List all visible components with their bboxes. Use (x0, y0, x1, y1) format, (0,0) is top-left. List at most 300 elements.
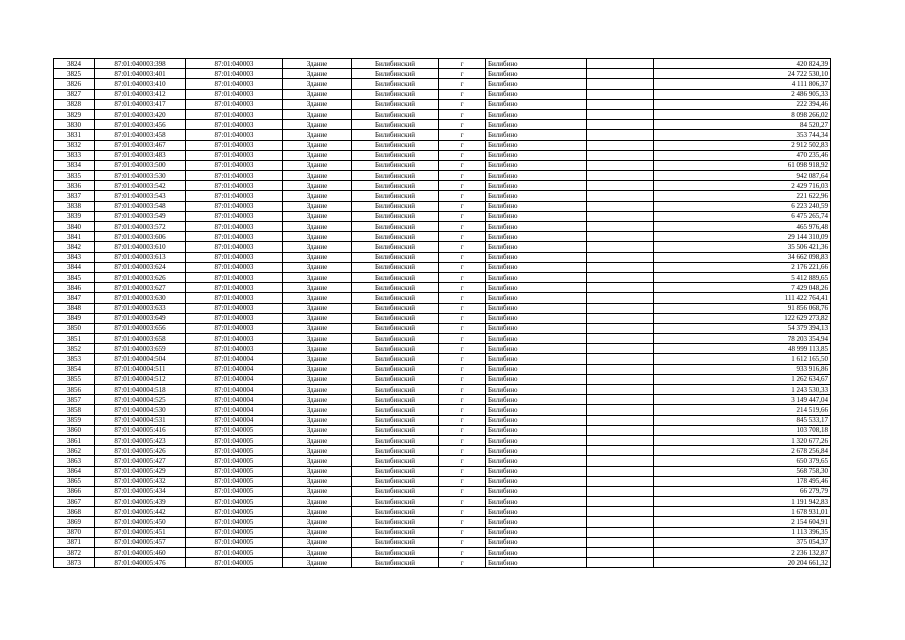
cadastral-value-cell: 1 612 165,50 (654, 354, 831, 364)
cadastral-number-cell: 87:01:040003:542 (95, 181, 186, 191)
locality-type-cell: г (439, 374, 486, 384)
cadastral-number-cell: 87:01:040004:530 (95, 405, 186, 415)
cadastral-number-cell: 87:01:040005:416 (95, 425, 186, 435)
locality-cell: Билибино (486, 211, 587, 221)
row-number-cell: 3827 (54, 89, 95, 99)
table-row (54, 150, 831, 160)
cadastral-number-cell: 87:01:040003:630 (95, 293, 186, 303)
cadastral-value-cell: 933 916,86 (654, 364, 831, 374)
object-type-cell: Здание (283, 283, 352, 293)
empty-cell (587, 130, 654, 140)
cadastral-block-cell: 87:01:040003 (186, 242, 283, 252)
table-row (54, 252, 831, 262)
locality-type-cell: г (439, 313, 486, 323)
locality-cell: Билибино (486, 415, 587, 425)
cadastral-block-cell: 87:01:040005 (186, 425, 283, 435)
empty-cell (587, 191, 654, 201)
locality-cell: Билибино (486, 374, 587, 384)
table-row (54, 354, 831, 364)
table-row (54, 517, 831, 527)
locality-type-cell: г (439, 160, 486, 170)
district-cell: Билибинский (352, 507, 439, 517)
district-cell: Билибинский (352, 558, 439, 568)
cadastral-value-cell: 7 429 048,26 (654, 283, 831, 293)
table-row (54, 497, 831, 507)
empty-cell (587, 69, 654, 79)
row-number-cell: 3869 (54, 517, 95, 527)
locality-type-cell: г (439, 415, 486, 425)
cadastral-value-cell: 222 394,46 (654, 99, 831, 109)
locality-cell: Билибино (486, 507, 587, 517)
empty-cell (587, 89, 654, 99)
cadastral-number-cell: 87:01:040003:543 (95, 191, 186, 201)
object-type-cell: Здание (283, 527, 352, 537)
cadastral-block-cell: 87:01:040003 (186, 59, 283, 69)
empty-cell (587, 354, 654, 364)
locality-cell: Билибино (486, 201, 587, 211)
locality-cell: Билибино (486, 252, 587, 262)
empty-cell (587, 79, 654, 89)
empty-cell (587, 283, 654, 293)
cadastral-block-cell: 87:01:040003 (186, 344, 283, 354)
cadastral-value-cell: 2 176 221,66 (654, 262, 831, 272)
locality-cell: Билибино (486, 109, 587, 119)
row-number-cell: 3865 (54, 476, 95, 486)
district-cell: Билибинский (352, 130, 439, 140)
cadastral-number-cell: 87:01:040003:610 (95, 242, 186, 252)
locality-cell: Билибино (486, 344, 587, 354)
empty-cell (587, 181, 654, 191)
object-type-cell: Здание (283, 476, 352, 486)
locality-cell: Билибино (486, 385, 587, 395)
object-type-cell: Здание (283, 69, 352, 79)
row-number-cell: 3833 (54, 150, 95, 160)
row-number-cell: 3866 (54, 486, 95, 496)
table-row (54, 69, 831, 79)
locality-cell: Билибино (486, 120, 587, 130)
cadastral-value-cell: 214 519,66 (654, 405, 831, 415)
table-row (54, 59, 831, 69)
cadastral-number-cell: 87:01:040003:626 (95, 272, 186, 282)
cadastral-number-cell: 87:01:040005:451 (95, 527, 186, 537)
object-type-cell: Здание (283, 262, 352, 272)
locality-type-cell: г (439, 59, 486, 69)
locality-cell: Билибино (486, 89, 587, 99)
object-type-cell: Здание (283, 89, 352, 99)
cadastral-value-cell: 2 912 502,83 (654, 140, 831, 150)
row-number-cell: 3861 (54, 435, 95, 445)
table-row (54, 191, 831, 201)
locality-cell: Билибино (486, 466, 587, 476)
empty-cell (587, 548, 654, 558)
cadastral-number-cell: 87:01:040005:450 (95, 517, 186, 527)
district-cell: Билибинский (352, 262, 439, 272)
row-number-cell: 3837 (54, 191, 95, 201)
object-type-cell: Здание (283, 150, 352, 160)
cadastral-value-cell: 54 379 394,13 (654, 323, 831, 333)
cadastral-value-cell: 2 486 905,33 (654, 89, 831, 99)
locality-cell: Билибино (486, 364, 587, 374)
object-type-cell: Здание (283, 364, 352, 374)
cadastral-value-cell: 66 279,79 (654, 486, 831, 496)
locality-type-cell: г (439, 548, 486, 558)
district-cell: Билибинский (352, 140, 439, 150)
cadastral-number-cell: 87:01:040005:457 (95, 537, 186, 547)
district-cell: Билибинский (352, 548, 439, 558)
district-cell: Билибинский (352, 171, 439, 181)
cadastral-block-cell: 87:01:040005 (186, 456, 283, 466)
empty-cell (587, 425, 654, 435)
row-number-cell: 3824 (54, 59, 95, 69)
row-number-cell: 3851 (54, 334, 95, 344)
cadastral-number-cell: 87:01:040004:511 (95, 364, 186, 374)
cadastral-block-cell: 87:01:040004 (186, 374, 283, 384)
district-cell: Билибинский (352, 527, 439, 537)
empty-cell (587, 99, 654, 109)
table-row (54, 456, 831, 466)
row-number-cell: 3840 (54, 222, 95, 232)
empty-cell (587, 507, 654, 517)
row-number-cell: 3849 (54, 313, 95, 323)
locality-cell: Билибино (486, 140, 587, 150)
empty-cell (587, 120, 654, 130)
district-cell: Билибинский (352, 79, 439, 89)
locality-cell: Билибино (486, 232, 587, 242)
cadastral-value-cell: 20 204 661,32 (654, 558, 831, 568)
cadastral-number-cell: 87:01:040003:410 (95, 79, 186, 89)
locality-cell: Билибино (486, 191, 587, 201)
table-row (54, 201, 831, 211)
cadastral-value-cell: 178 495,46 (654, 476, 831, 486)
locality-type-cell: г (439, 344, 486, 354)
table-row (54, 171, 831, 181)
object-type-cell: Здание (283, 222, 352, 232)
cadastral-block-cell: 87:01:040003 (186, 140, 283, 150)
empty-cell (587, 517, 654, 527)
locality-type-cell: г (439, 303, 486, 313)
district-cell: Билибинский (352, 385, 439, 395)
locality-type-cell: г (439, 252, 486, 262)
cadastral-value-cell: 5 412 889,65 (654, 272, 831, 282)
locality-type-cell: г (439, 517, 486, 527)
object-type-cell: Здание (283, 313, 352, 323)
locality-type-cell: г (439, 323, 486, 333)
row-number-cell: 3858 (54, 405, 95, 415)
locality-cell: Билибино (486, 313, 587, 323)
empty-cell (587, 222, 654, 232)
locality-cell: Билибино (486, 160, 587, 170)
locality-type-cell: г (439, 354, 486, 364)
district-cell: Билибинский (352, 272, 439, 282)
empty-cell (587, 171, 654, 181)
empty-cell (587, 211, 654, 221)
object-type-cell: Здание (283, 466, 352, 476)
cadastral-value-cell: 78 203 354,94 (654, 334, 831, 344)
locality-type-cell: г (439, 262, 486, 272)
object-type-cell: Здание (283, 59, 352, 69)
row-number-cell: 3854 (54, 364, 95, 374)
object-type-cell: Здание (283, 507, 352, 517)
district-cell: Билибинский (352, 89, 439, 99)
row-number-cell: 3862 (54, 446, 95, 456)
cadastral-value-table (53, 58, 831, 568)
district-cell: Билибинский (352, 109, 439, 119)
locality-type-cell: г (439, 211, 486, 221)
empty-cell (587, 201, 654, 211)
locality-type-cell: г (439, 242, 486, 252)
row-number-cell: 3853 (54, 354, 95, 364)
table-row (54, 232, 831, 242)
cadastral-number-cell: 87:01:040003:417 (95, 99, 186, 109)
empty-cell (587, 293, 654, 303)
row-number-cell: 3842 (54, 242, 95, 252)
cadastral-block-cell: 87:01:040003 (186, 181, 283, 191)
row-number-cell: 3856 (54, 385, 95, 395)
locality-type-cell: г (439, 191, 486, 201)
row-number-cell: 3860 (54, 425, 95, 435)
locality-type-cell: г (439, 435, 486, 445)
row-number-cell: 3845 (54, 272, 95, 282)
table-row (54, 109, 831, 119)
locality-cell: Билибино (486, 548, 587, 558)
cadastral-number-cell: 87:01:040005:427 (95, 456, 186, 466)
locality-type-cell: г (439, 558, 486, 568)
locality-type-cell: г (439, 181, 486, 191)
district-cell: Билибинский (352, 222, 439, 232)
district-cell: Билибинский (352, 395, 439, 405)
locality-cell: Билибино (486, 497, 587, 507)
locality-type-cell: г (439, 109, 486, 119)
cadastral-number-cell: 87:01:040005:429 (95, 466, 186, 476)
row-number-cell: 3868 (54, 507, 95, 517)
cadastral-block-cell: 87:01:040003 (186, 109, 283, 119)
locality-type-cell: г (439, 527, 486, 537)
cadastral-value-cell: 122 629 273,82 (654, 313, 831, 323)
cadastral-number-cell: 87:01:040003:659 (95, 344, 186, 354)
locality-cell: Билибино (486, 395, 587, 405)
cadastral-number-cell: 87:01:040003:398 (95, 59, 186, 69)
table-row (54, 89, 831, 99)
cadastral-number-cell: 87:01:040005:460 (95, 548, 186, 558)
table-row (54, 344, 831, 354)
cadastral-block-cell: 87:01:040003 (186, 323, 283, 333)
district-cell: Билибинский (352, 283, 439, 293)
cadastral-value-cell: 111 422 764,41 (654, 293, 831, 303)
table-row (54, 130, 831, 140)
table-row (54, 181, 831, 191)
row-number-cell: 3848 (54, 303, 95, 313)
locality-cell: Билибино (486, 476, 587, 486)
object-type-cell: Здание (283, 191, 352, 201)
object-type-cell: Здание (283, 79, 352, 89)
cadastral-number-cell: 87:01:040003:613 (95, 252, 186, 262)
locality-type-cell: г (439, 69, 486, 79)
locality-type-cell: г (439, 120, 486, 130)
table-row (54, 99, 831, 109)
table-row (54, 262, 831, 272)
empty-cell (587, 272, 654, 282)
object-type-cell: Здание (283, 517, 352, 527)
cadastral-block-cell: 87:01:040004 (186, 395, 283, 405)
table-row (54, 507, 831, 517)
cadastral-block-cell: 87:01:040003 (186, 79, 283, 89)
locality-cell: Билибино (486, 558, 587, 568)
cadastral-number-cell: 87:01:040003:412 (95, 89, 186, 99)
object-type-cell: Здание (283, 171, 352, 181)
cadastral-number-cell: 87:01:040003:606 (95, 232, 186, 242)
object-type-cell: Здание (283, 252, 352, 262)
row-number-cell: 3825 (54, 69, 95, 79)
table-row (54, 486, 831, 496)
district-cell: Билибинский (352, 242, 439, 252)
district-cell: Билибинский (352, 344, 439, 354)
row-number-cell: 3828 (54, 99, 95, 109)
object-type-cell: Здание (283, 415, 352, 425)
object-type-cell: Здание (283, 537, 352, 547)
locality-type-cell: г (439, 79, 486, 89)
district-cell: Билибинский (352, 59, 439, 69)
locality-type-cell: г (439, 395, 486, 405)
empty-cell (587, 385, 654, 395)
cadastral-block-cell: 87:01:040003 (186, 150, 283, 160)
object-type-cell: Здание (283, 201, 352, 211)
cadastral-value-cell: 29 144 310,09 (654, 232, 831, 242)
locality-cell: Билибино (486, 99, 587, 109)
object-type-cell: Здание (283, 344, 352, 354)
cadastral-value-cell: 420 824,39 (654, 59, 831, 69)
cadastral-value-cell: 1 191 942,83 (654, 497, 831, 507)
cadastral-value-cell: 4 111 806,37 (654, 79, 831, 89)
cadastral-block-cell: 87:01:040005 (186, 435, 283, 445)
object-type-cell: Здание (283, 293, 352, 303)
locality-cell: Билибино (486, 171, 587, 181)
cadastral-value-cell: 2 236 132,87 (654, 548, 831, 558)
cadastral-value-cell: 2 678 256,84 (654, 446, 831, 456)
district-cell: Билибинский (352, 415, 439, 425)
locality-type-cell: г (439, 476, 486, 486)
object-type-cell: Здание (283, 497, 352, 507)
cadastral-block-cell: 87:01:040003 (186, 262, 283, 272)
cadastral-value-cell: 1 262 634,67 (654, 374, 831, 384)
row-number-cell: 3839 (54, 211, 95, 221)
cadastral-block-cell: 87:01:040003 (186, 293, 283, 303)
cadastral-number-cell: 87:01:040003:420 (95, 109, 186, 119)
cadastral-number-cell: 87:01:040003:483 (95, 150, 186, 160)
district-cell: Билибинский (352, 476, 439, 486)
district-cell: Билибинский (352, 425, 439, 435)
district-cell: Билибинский (352, 232, 439, 242)
row-number-cell: 3831 (54, 130, 95, 140)
row-number-cell: 3852 (54, 344, 95, 354)
object-type-cell: Здание (283, 548, 352, 558)
object-type-cell: Здание (283, 558, 352, 568)
locality-type-cell: г (439, 150, 486, 160)
table-row (54, 120, 831, 130)
district-cell: Билибинский (352, 486, 439, 496)
district-cell: Билибинский (352, 374, 439, 384)
object-type-cell: Здание (283, 385, 352, 395)
district-cell: Билибинский (352, 456, 439, 466)
cadastral-block-cell: 87:01:040003 (186, 222, 283, 232)
cadastral-number-cell: 87:01:040003:633 (95, 303, 186, 313)
district-cell: Билибинский (352, 313, 439, 323)
locality-cell: Билибино (486, 425, 587, 435)
locality-type-cell: г (439, 425, 486, 435)
object-type-cell: Здание (283, 232, 352, 242)
cadastral-value-cell: 470 235,46 (654, 150, 831, 160)
table-row (54, 558, 831, 568)
locality-type-cell: г (439, 486, 486, 496)
row-number-cell: 3826 (54, 79, 95, 89)
table-row (54, 435, 831, 445)
locality-type-cell: г (439, 385, 486, 395)
cadastral-value-cell: 353 744,34 (654, 130, 831, 140)
object-type-cell: Здание (283, 395, 352, 405)
locality-type-cell: г (439, 456, 486, 466)
cadastral-block-cell: 87:01:040003 (186, 232, 283, 242)
cadastral-value-cell: 48 999 113,85 (654, 344, 831, 354)
cadastral-value-cell: 24 722 530,10 (654, 69, 831, 79)
table-row (54, 527, 831, 537)
cadastral-block-cell: 87:01:040004 (186, 364, 283, 374)
district-cell: Билибинский (352, 150, 439, 160)
cadastral-number-cell: 87:01:040005:432 (95, 476, 186, 486)
district-cell: Билибинский (352, 211, 439, 221)
empty-cell (587, 334, 654, 344)
cadastral-block-cell: 87:01:040005 (186, 558, 283, 568)
cadastral-block-cell: 87:01:040003 (186, 313, 283, 323)
cadastral-block-cell: 87:01:040003 (186, 160, 283, 170)
district-cell: Билибинский (352, 191, 439, 201)
locality-cell: Билибино (486, 293, 587, 303)
table-body (54, 59, 831, 568)
table-row (54, 537, 831, 547)
cadastral-value-cell: 61 098 918,92 (654, 160, 831, 170)
locality-type-cell: г (439, 364, 486, 374)
table-row (54, 334, 831, 344)
district-cell: Билибинский (352, 160, 439, 170)
locality-type-cell: г (439, 497, 486, 507)
cadastral-block-cell: 87:01:040004 (186, 415, 283, 425)
district-cell: Билибинский (352, 252, 439, 262)
row-number-cell: 3832 (54, 140, 95, 150)
row-number-cell: 3834 (54, 160, 95, 170)
table-row (54, 395, 831, 405)
object-type-cell: Здание (283, 120, 352, 130)
district-cell: Билибинский (352, 293, 439, 303)
empty-cell (587, 456, 654, 466)
cadastral-number-cell: 87:01:040005:426 (95, 446, 186, 456)
cadastral-block-cell: 87:01:040004 (186, 405, 283, 415)
cadastral-number-cell: 87:01:040003:656 (95, 323, 186, 333)
table-row (54, 140, 831, 150)
cadastral-block-cell: 87:01:040005 (186, 507, 283, 517)
row-number-cell: 3870 (54, 527, 95, 537)
cadastral-block-cell: 87:01:040005 (186, 486, 283, 496)
empty-cell (587, 140, 654, 150)
row-number-cell: 3836 (54, 181, 95, 191)
district-cell: Билибинский (352, 354, 439, 364)
district-cell: Билибинский (352, 99, 439, 109)
cadastral-number-cell: 87:01:040003:649 (95, 313, 186, 323)
cadastral-number-cell: 87:01:040003:658 (95, 334, 186, 344)
cadastral-number-cell: 87:01:040003:456 (95, 120, 186, 130)
cadastral-block-cell: 87:01:040003 (186, 272, 283, 282)
locality-type-cell: г (439, 171, 486, 181)
object-type-cell: Здание (283, 99, 352, 109)
locality-type-cell: г (439, 293, 486, 303)
cadastral-block-cell: 87:01:040005 (186, 476, 283, 486)
